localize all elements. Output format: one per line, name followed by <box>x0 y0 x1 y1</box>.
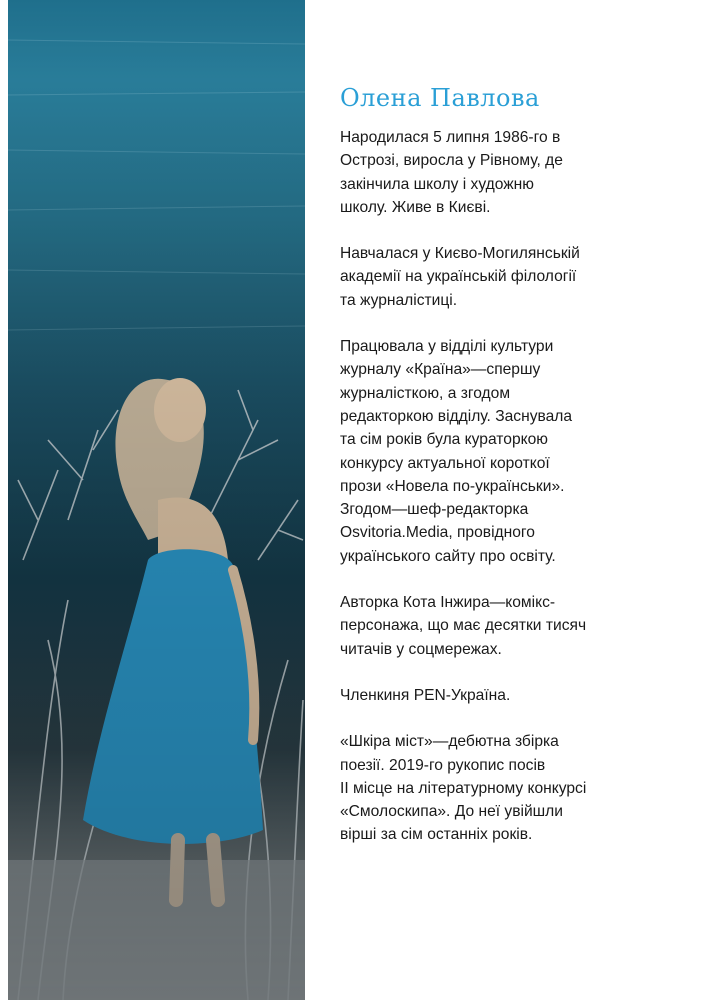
bio-paragraph-birth: Народилася 5 липня 1986-го в Острозі, виросла у Рівному, де закінчила школу і художню школу. Живе в Києві. <box>340 129 563 216</box>
bio-paragraph-pen: Членкиня PEN-Україна. <box>340 686 511 704</box>
bio-paragraph-debut: «Шкіра міст»—дебютна збірка поезії. 2019-го рукопис посів ІІ місце на літературному конкурсі «Смолоскипа». До неї увійшли вірші за сім останніх років. <box>340 733 587 844</box>
author-photo <box>8 0 305 1000</box>
bio-paragraph-education: Навчалася у Києво-Могилянській академії на українській філології та журналістиці. <box>340 245 580 309</box>
bio-paragraph-career: Працювала у відділі культури журналу «Країна»—спершу журналісткою, а згодом редакторкою відділу. Заснувала та сім років була кураторкою конкурсу актуальної короткої прози «Новела по-українськи». Згодом—шеф-редакторка Osvitoria.Media, провідного українського сайту про освіту. <box>340 338 573 565</box>
author-name: Олена Павлова <box>340 84 540 112</box>
bio-paragraph-comics: Авторка Кота Інжира—комікс- персонажа, що має десятки тисяч читачів у соцмережах. <box>340 594 587 658</box>
author-bio <box>340 126 640 847</box>
author-bio-column <box>340 84 640 870</box>
